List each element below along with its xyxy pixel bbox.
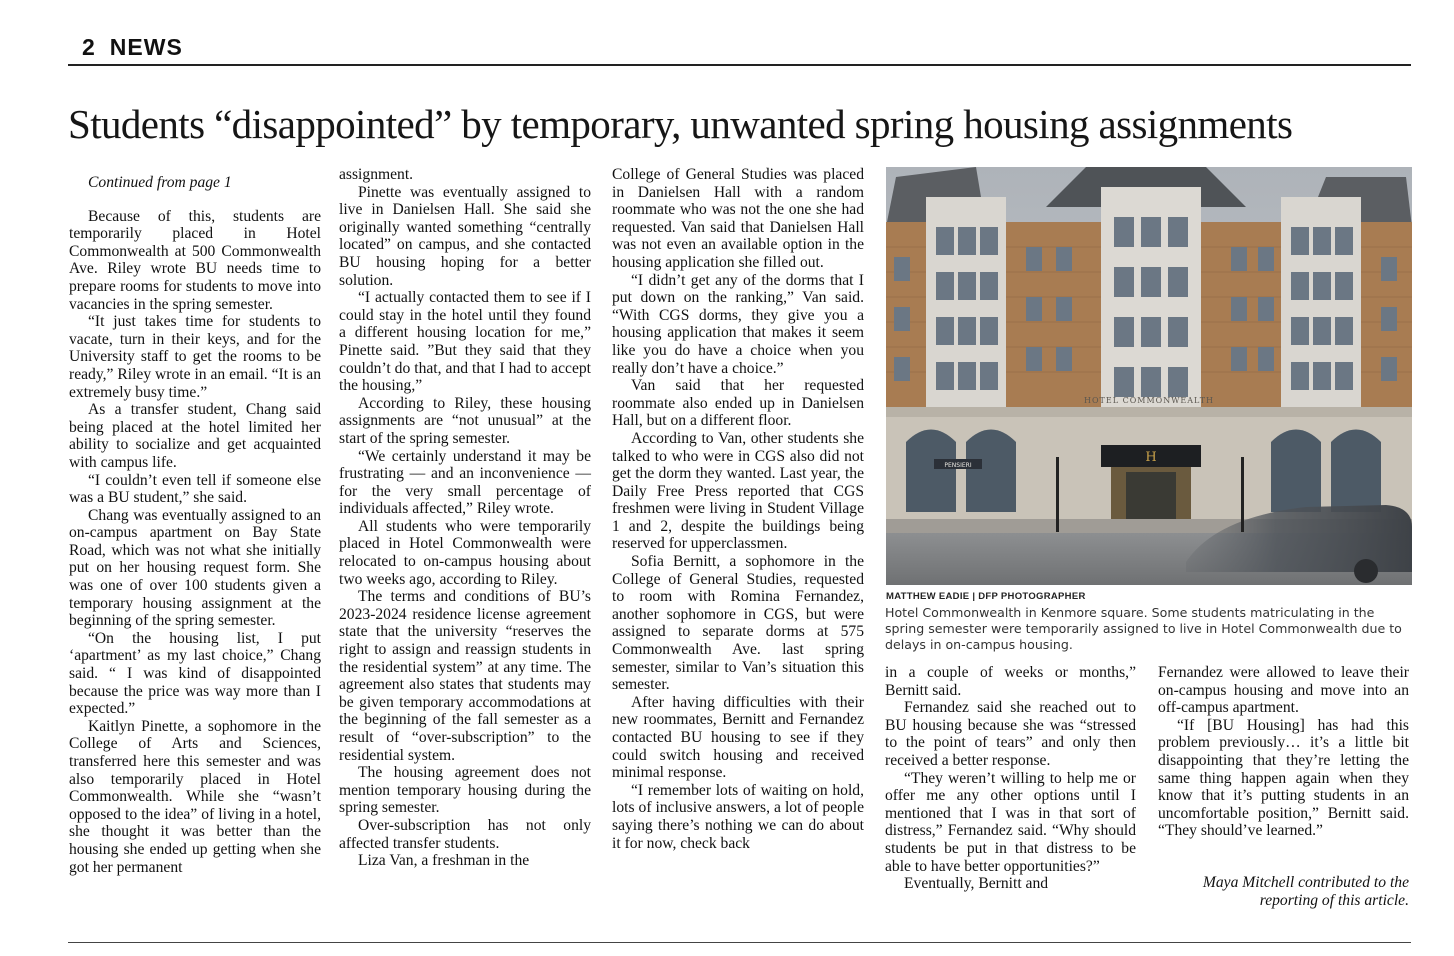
section-name: NEWS (109, 33, 183, 60)
paragraph: Sofia Bernitt, a sophomore in the College of General Studies, requested to room with Romina Fernandez, another sophomore in CGS, but were assigned to separate dorms at 575 Commonwealth Ave. last spring semester, similar to Van’s situation this semester. (612, 553, 864, 694)
headline: Students “disappointed” by temporary, unwanted spring housing assignments (68, 101, 1293, 147)
hotel-photo (886, 167, 1412, 585)
paragraph: Kaitlyn Pinette, a sophomore in the College of Arts and Sciences, transferred here this semester and was also temporarily placed in Hotel Commonwealth. While she “wasn’t opposed to the idea” of living in a hotel, she thought it was better than the housing she ended up getting when she got her permanent (69, 717, 321, 876)
paragraph: “I actually contacted them to see if I could stay in the hotel until they found a different housing location for me,” Pinette said. ”But they said that they couldn’t do that, and that I had to accept the housing,” (339, 289, 591, 395)
shop-sign-text: PENSIERI (944, 462, 972, 469)
paragraph: Liza Van, a freshman in the (358, 852, 530, 870)
paragraph: According to Riley, these housing assignments are “not unusual” at the start of the spring semester. (339, 394, 591, 447)
photo-credit: MATTHEW EADIE | DFP PHOTOGRAPHER (886, 591, 1086, 602)
article-column-3 (612, 166, 864, 852)
paragraph: Chang was eventually assigned to an on-campus apartment on Bay State Road, which was not what she initially put on her housing request form. She was one of over 100 students given a temporary housing assignment at the beginning of the spring semester. (69, 506, 321, 630)
paragraph: The housing agreement does not mention temporary housing during the spring semester. (339, 764, 591, 817)
paragraph: “I remember lots of waiting on hold, lots of inclusive answers, a lot of people saying there’s nothing we can do about it for now, check back (612, 781, 864, 852)
paragraph: Because of this, students are temporarily placed in Hotel Commonwealth at 500 Commonwealth Ave. Riley wrote BU needs time to prepare rooms for students to move into vacancies in the spring semester. (69, 207, 321, 313)
paragraph: “On the housing list, I put ‘apartment’ as my last choice,” Chang said. “ I was kind of disappointed because the price was way more than I expected.” (69, 629, 321, 718)
paragraph: Van said that her requested roommate also ended up in Danielsen Hall, but on a different floor. (612, 377, 864, 430)
contributor-note: Maya Mitchell contributed to the reporting of this article. (1202, 873, 1409, 909)
paragraph: The terms and conditions of BU’s 2023-2024 residence license agreement state that the university “reserves the right to assign and reassign students in the residential system” at any time. The agreement also states that students may be given temporary accommodations at the beginning of the fall semester as a result of “over-subscription” to the residential system. (339, 588, 591, 764)
paragraph: Pinette was eventually assigned to live in Danielsen Hall. She said she originally wanted something “centrally located” on campus, and she contacted BU housing hoping for a better solution. (339, 183, 591, 289)
paragraph: assignment. (339, 166, 414, 183)
article-column-5 (1158, 664, 1409, 909)
paragraph: “We certainly understand it may be frustrating — and an inconvenience — for the very small percentage of individuals affected,” Riley wrote. (339, 447, 591, 518)
svg-text:H: H (1145, 450, 1157, 465)
paragraph: “I couldn’t even tell if someone else was a BU student,” she said. (69, 471, 321, 507)
paragraph: Fernandez said she reached out to BU housing because she was “stressed to the point of tears” and only then received a better response. (885, 699, 1136, 769)
paragraph: “If [BU Housing] has had this problem previously… it’s a little bit disappointing that they’re letting the same thing happen again when they know that it’s putting students in an uncomfortable position,” Bernitt said. “They should’ve learned.” (1158, 716, 1409, 840)
paragraph: All students who were temporarily placed in Hotel Commonwealth were relocated to on-campus housing about two weeks ago, according to Riley. (339, 517, 591, 588)
paragraph: Eventually, Bernitt and (904, 875, 1049, 893)
paragraph: in a couple of weeks or months,” Bernitt said. (885, 664, 1136, 699)
paragraph: “I didn’t get any of the dorms that I put down on the ranking,” Van said. “With CGS dorms, they give you a housing application that makes it seem like you do have a choice when you really don’t have a choice.” (612, 271, 864, 377)
paragraph: Over-subscription has not only affected transfer students. (339, 816, 591, 852)
paragraph: As a transfer student, Chang said being placed at the hotel limited her ability to socialize and get acquainted with campus life. (69, 401, 321, 471)
article-column-1 (69, 170, 321, 876)
paragraph: After having difficulties with their new roommates, Bernitt and Fernandez contacted BU housing to see if they could switch housing and received minimal response. (612, 693, 864, 782)
hotel-sign-text: HOTEL COMMONWEALTH (1084, 396, 1214, 405)
paragraph: “It just takes time for students to vacate, turn in their keys, and for the University staff to get the rooms to be ready,” Riley wrote in an email. “It is an extremely busy time.” (69, 313, 321, 401)
page-number: 2 (82, 33, 96, 60)
article-column-2 (339, 166, 591, 870)
photo-caption: Hotel Commonwealth in Kenmore square. Some students matriculating in the spring semester were temporarily assigned to live in Hotel Commonwealth due to delays in on-campus housing. (885, 605, 1402, 652)
bottom-rule (68, 942, 1411, 943)
paragraph: Fernandez were allowed to leave their on-campus housing and move into an off-campus apartment. (1158, 664, 1409, 717)
continued-note: Continued from page 1 (88, 174, 232, 191)
paragraph: According to Van, other students she talked to who were in CGS also did not get the dorm they wanted. Last year, the Daily Free Press reported that CGS freshmen were living in Student Village 1 and 2, despite the buildings being reserved for upperclassmen. (612, 429, 864, 553)
article-column-4 (885, 664, 1136, 893)
paragraph: College of General Studies was placed in Danielsen Hall with a random roommate who was not the one she had requested. Van said that Danielsen Hall was not even an available option in the housing application she filled out. (612, 166, 864, 271)
page-header (68, 30, 1411, 66)
paragraph: “They weren’t willing to help me or offer me any other options until I mentioned that I was in that sort of distress,” Fernandez said. “Why should students be put in that distress to be able to have better opportunities?” (885, 769, 1136, 875)
